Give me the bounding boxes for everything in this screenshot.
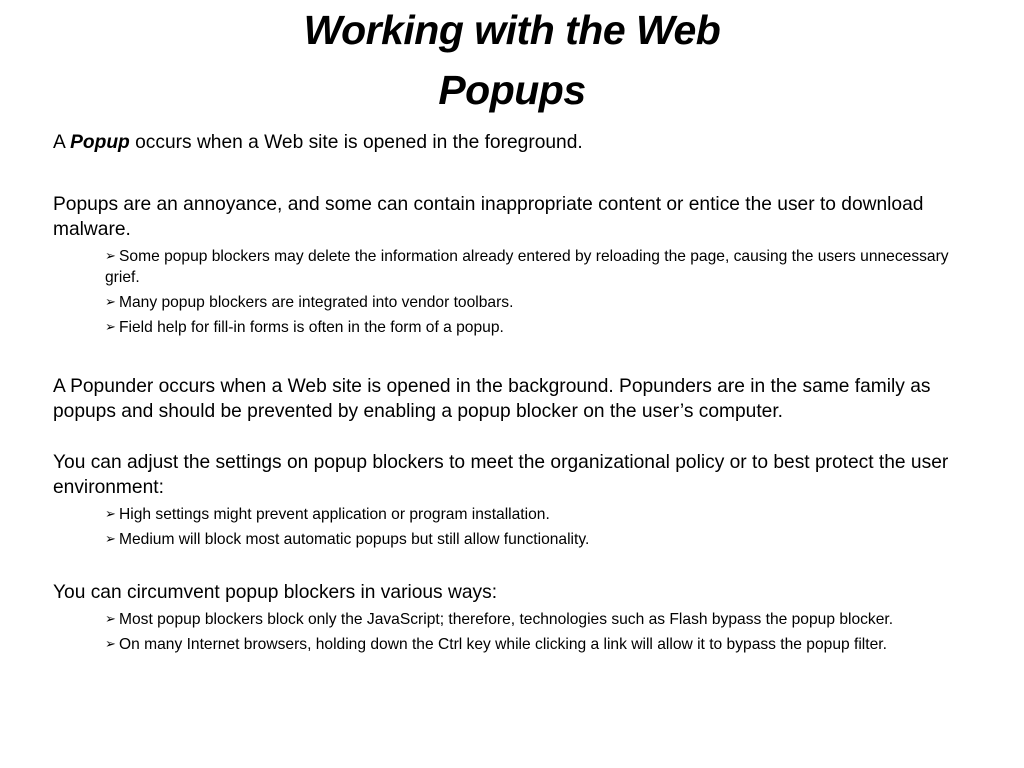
list-item-text: High settings might prevent application or program installation.	[119, 506, 550, 523]
list-item	[105, 504, 973, 525]
slide-title	[0, 0, 1024, 120]
intro-prefix: A	[53, 132, 71, 153]
spacer	[53, 554, 973, 580]
intro-suffix: occurs when a Web site is opened in the foreground.	[129, 132, 583, 153]
list-item-text: Most popup blockers block only the JavaScript; therefore, technologies such as Flash bypass the popup blocker.	[119, 611, 894, 628]
arrow-bullet-icon: ➢	[105, 612, 116, 627]
slide-title-line-1: Working with the Web	[303, 7, 721, 53]
list-item	[105, 246, 973, 288]
arrow-bullet-icon: ➢	[105, 320, 116, 335]
arrow-bullet-icon: ➢	[105, 637, 116, 652]
arrow-bullet-icon: ➢	[105, 507, 116, 522]
list-item	[105, 609, 973, 630]
arrow-bullet-icon: ➢	[105, 249, 116, 264]
spacer	[53, 342, 973, 374]
list-item-text: On many Internet browsers, holding down the Ctrl key while clicking a link will allow it to bypass the popup filter.	[119, 636, 887, 653]
spacer	[53, 424, 973, 450]
arrow-bullet-icon: ➢	[105, 295, 116, 310]
settings-paragraph: You can adjust the settings on popup blockers to meet the organizational policy or to best protect the user environment:	[53, 452, 949, 498]
list-item-text: Medium will block most automatic popups but still allow functionality.	[119, 531, 590, 548]
list-item-text: Some popup blockers may delete the information already entered by reloading the page, causing the users unnecessary grief.	[105, 248, 949, 286]
arrow-bullet-icon: ➢	[105, 532, 116, 547]
list-item-text: Many popup blockers are integrated into vendor toolbars.	[119, 294, 514, 311]
list-item	[105, 634, 973, 655]
list-item-text: Field help for fill-in forms is often in the form of a popup.	[119, 319, 504, 336]
annoyance-bullet-list	[53, 246, 973, 338]
intro-paragraph	[53, 130, 973, 155]
intro-term: Popup	[70, 132, 130, 153]
circumvent-paragraph: You can circumvent popup blockers in various ways:	[53, 582, 498, 603]
slide-title-line-2: Popups	[438, 67, 586, 113]
circumvent-bullet-list	[53, 609, 973, 655]
list-item	[105, 529, 973, 550]
settings-bullet-list	[53, 504, 973, 550]
list-item	[105, 317, 973, 338]
slide-body	[53, 130, 973, 659]
popunder-paragraph: A Popunder occurs when a Web site is opened in the background. Popunders are in the same family as popups and should be prevented by enabling a popup blocker on the user’s computer.	[53, 376, 931, 422]
annoyance-paragraph: Popups are an annoyance, and some can contain inappropriate content or entice the user to download malware.	[53, 194, 924, 240]
list-item	[105, 292, 973, 313]
